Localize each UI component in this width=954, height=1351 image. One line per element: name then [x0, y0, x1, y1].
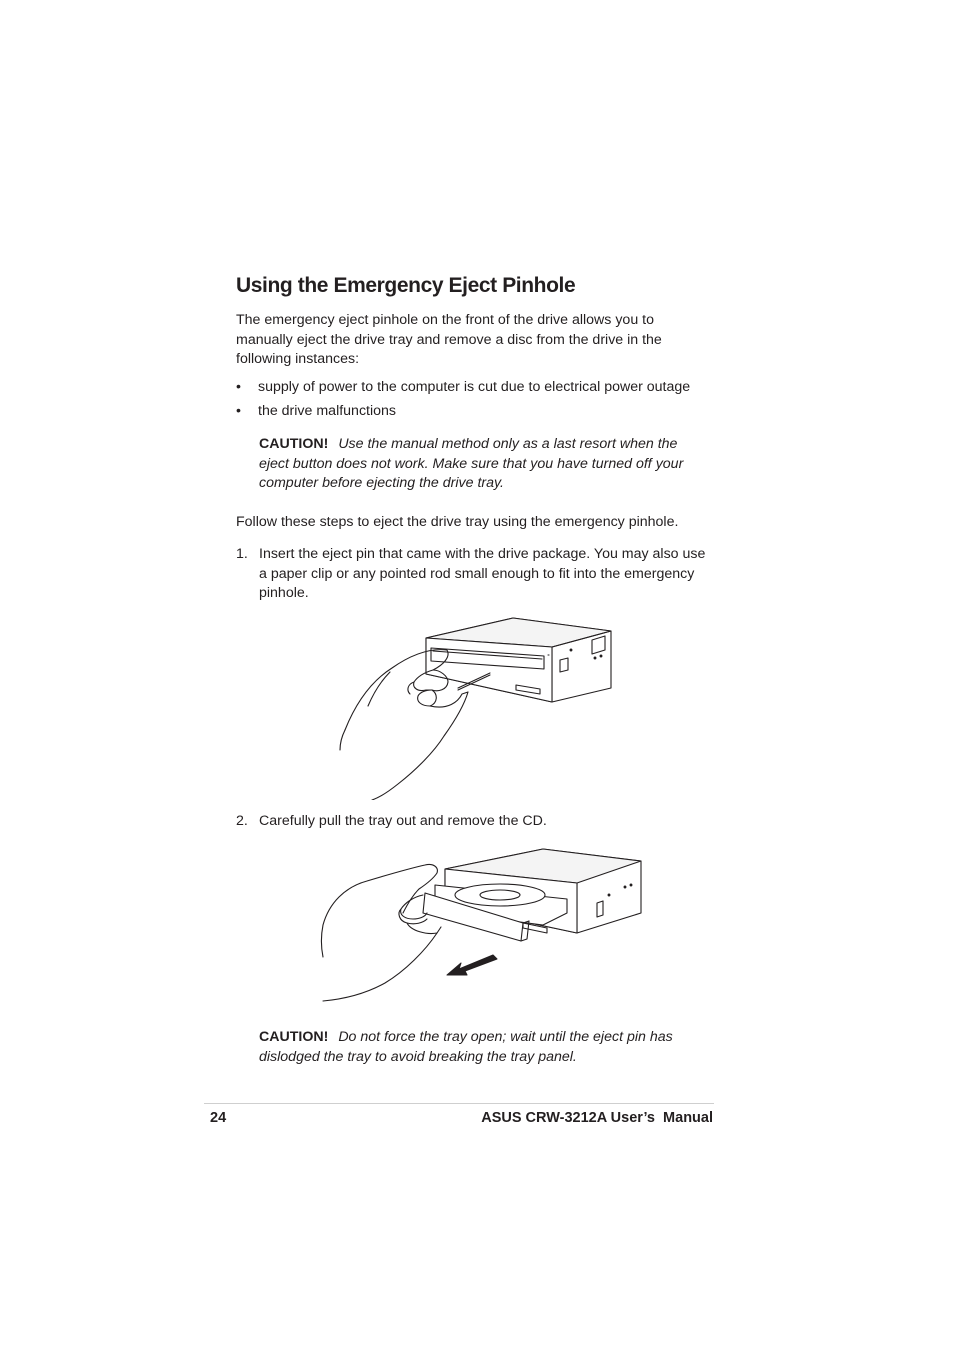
step-number: 1.: [236, 546, 248, 562]
list-item-text: supply of power to the computer is cut due to electrical power outage: [258, 379, 691, 395]
caution-text: Do not force the tray open; wait until the eject pin has dislodged the tray to avoid breaking the tray panel.: [259, 1029, 673, 1065]
pull-tray-illustration: [315, 843, 650, 1008]
list-item-text: the drive malfunctions: [258, 403, 397, 419]
bullet-marker: •: [236, 403, 241, 419]
instance-list: [236, 378, 690, 426]
caution-label: CAUTION!: [259, 1029, 329, 1045]
step-text: Insert the eject pin that came with the drive package. You may also use a paper clip or any pointed rod small enough to fit into the emergency pinhole.: [259, 546, 706, 601]
step-number: 2.: [236, 813, 248, 829]
list-item: [236, 402, 690, 422]
caution-note-power: [259, 435, 709, 494]
step-text: Carefully pull the tray out and remove the CD.: [259, 813, 547, 829]
page-title: Using the Emergency Eject Pinhole: [236, 274, 576, 297]
page-number: 24: [210, 1110, 227, 1126]
caution-note-force: [259, 1028, 699, 1067]
steps-intro: Follow these steps to eject the drive tray using the emergency pinhole.: [236, 514, 679, 530]
bullet-marker: •: [236, 379, 241, 395]
step-1: [236, 545, 717, 604]
caution-text: Use the manual method only as a last resort when the eject button does not work. Make sure that you have turned off your computer before ejecting the drive tray.: [259, 436, 684, 491]
footer-divider: [204, 1103, 714, 1104]
step-2: [236, 812, 717, 832]
list-item: [236, 378, 690, 398]
caution-label: CAUTION!: [259, 436, 329, 452]
insert-pin-illustration: [330, 610, 620, 800]
manual-title: ASUS CRW-3212A User’s Manual: [481, 1110, 713, 1126]
intro-paragraph: The emergency eject pinhole on the front of the drive allows you to manually eject the drive tray and remove a disc from the drive in the following instances:: [236, 312, 662, 367]
